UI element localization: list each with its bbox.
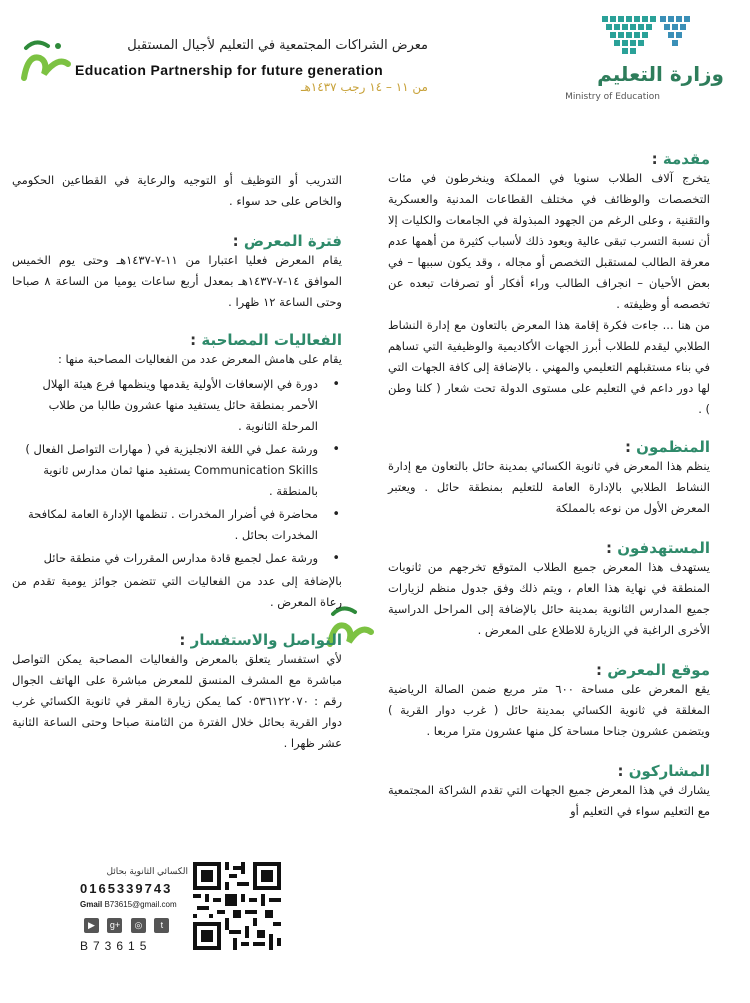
kulluna-watan-logo <box>18 34 74 90</box>
events-list-item: • محاضرة في أضرار المخدرات . تنظمها الإدارة العامة لمكافحة المخدرات بحائل . <box>12 504 328 546</box>
contact-card <box>80 866 188 953</box>
email-address: B73615@gmail.com <box>104 900 177 909</box>
participants-heading: المشاركون : <box>617 762 710 780</box>
events-list <box>12 374 342 569</box>
organizers-heading: المنظمون : <box>624 438 710 456</box>
participants-text: يشارك في هذا المعرض جميع الجهات التي تقدم الشراكة المجتمعية مع التعليم سواء في التعليم أو <box>388 783 710 818</box>
youtube-icon[interactable]: ▶ <box>84 918 99 933</box>
intro-text-2: من هنا ... جاءت فكرة إقامة هذا المعرض بالتعاون مع إدارة النشاط الطلابي ليقدم للطلاب أبرز الجهات الأكاديمية والوظيفية التي تساهم في بناء مستقبلهم التعليمي والمهني . بالإضافة إلى كافة الجهات التي لها دور داعم في التعليم على مستوى الدولة تحت شعار ( كلنا وطن ) . <box>388 318 710 416</box>
school-name: الكسائي الثانوية بحائل <box>106 866 188 876</box>
social-icons <box>80 915 188 933</box>
qr-code[interactable] <box>193 862 281 950</box>
twitter-icon[interactable]: t <box>154 918 169 933</box>
location-text: يقع المعرض على مساحة ٦٠٠ متر مربع ضمن الصالة الرياضية المغلقة في ثانوية الكسائي بمدينة حائل ( غرب دوار القرية ) ويتضمن عشرون جناحا مساحة كل منها عشرون مترا مربعا . <box>388 682 710 738</box>
left-column <box>12 170 342 754</box>
period-text: يقام المعرض فعليا اعتبارا من ١١-٧-١٤٣٧هـ وحتى يوم الخميس الموافق ١٤-٧-١٤٣٧هـ بمعدل أربع ساعات يوميا من الساعة ٨ صباحا وحتى الساعة ١٢ ظهرا . <box>12 253 342 309</box>
events-list-item: • ورشة عمل في اللغة الانجليزية في ( مهارات التواصل الفعال ) Communication Skills يستفيد منها ثمان مدارس ثانوية بالمنطقة . <box>12 439 328 502</box>
beneficiaries-heading: المستهدفون : <box>605 539 710 557</box>
email-row[interactable] <box>80 900 188 909</box>
contact-heading: التواصل والاستفسار : <box>179 631 342 649</box>
google-plus-icon[interactable]: g+ <box>107 918 122 933</box>
events-heading: الفعاليات المصاحبة : <box>190 331 342 349</box>
exhibition-title-ar: معرض الشراكات المجتمعية في التعليم لأجيال المستقبل <box>127 38 428 53</box>
events-outro: بالإضافة إلى عدد من الفعاليات التي تتضمن جوائز يومية تقدم من رعاة المعرض . <box>12 574 342 609</box>
phone-number[interactable]: 0165339743 <box>80 881 173 896</box>
exhibition-date: من ١١ – ١٤ رجب ١٤٣٧هـ <box>300 80 428 94</box>
intro-text: يتخرج آلاف الطلاب سنويا في المملكة وينخرطون في مئات التخصصات والوظائف في مختلف القطاعات المدنية والعسكرية والتقنية ، وعلى الرغم من الجهود المبذولة في الجامعات والكليات إلا أن نسبة التسرب تبقى عالية ويعود ذلك لأسباب كثيرة من أهمها عدم معرفة الطالب لمستقبل التخصص أو مجاله ، وقد يكون سببها – في بعض الأحيان – انجراف الطالب وراء أفكار أو تصرفات تبعده عن تخصصه أو وظيفته . <box>388 171 710 311</box>
exhibition-title-en: Education Partnership for future generation <box>75 62 384 78</box>
ministry-emblem-icon <box>548 10 748 60</box>
intro-heading: مقدمة : <box>651 150 710 168</box>
profile-code: B73615 <box>80 939 152 953</box>
events-intro: يقام على هامش المعرض عدد من الفعاليات المصاحبة منها : <box>57 352 342 366</box>
events-list-item: • دورة في الإسعافات الأولية يقدمها وينظمها فرع هيئة الهلال الأحمر بمنطقة حائل يستفيد منها عشرون طالبا من طلاب المرحلة الثانوية . <box>12 374 328 437</box>
period-heading: فترة المعرض : <box>232 232 342 250</box>
location-heading: موقع المعرض : <box>595 661 710 679</box>
ministry-name-en: Ministry of Education <box>565 92 660 102</box>
gmail-label: Gmail <box>80 900 103 909</box>
beneficiaries-text: يستهدف هذا المعرض جميع الطلاب المتوقع تخرجهم من ثانويات المنطقة في نهاية هذا العام ، ويتم ذلك وفق جدول منظم لزيارات جميع المدارس الثانوية بمدينة حائل بالإضافة إلى المراحل الدراسية الأخرى الراغبة في الزيارة للاطلاع على المعرض . <box>388 560 710 637</box>
ministry-logo <box>548 10 748 100</box>
ministry-name-ar: وزارة التعليم <box>597 62 724 86</box>
events-list-item: • ورشة عمل لجميع قادة مدارس المقررات في منطقة حائل <box>12 548 328 569</box>
organizers-text: ينظم هذا المعرض في ثانوية الكسائي بمدينة حائل بالتعاون مع إدارة النشاط الطلابي بالإدارة العامة للتعليم بمنطقة حائل . ويعتبر المعرض الأول من نوعه بالمملكة <box>388 459 710 515</box>
right-column <box>388 150 710 822</box>
instagram-icon[interactable]: ◎ <box>131 918 146 933</box>
participants-continuation: التدريب أو التوظيف أو التوجيه والرعاية في القطاعين الحكومي والخاص على حد سواء . <box>12 173 342 208</box>
contact-text: لأي استفسار يتعلق بالمعرض والفعاليات المصاحبة يمكن التواصل مباشرة مع المشرف المنسق للمعرض مباشرة على الهاتف الجوال رقم : ٠٥٣٦١٢٢٠٧٠ كما يمكن زيارة المقر في ثانوية الكسائي غرب دوار القرية بحائل خلال الفترة من الثامنة صباحا وحتى الساعة الثانية عشر ظهرا . <box>12 652 342 750</box>
